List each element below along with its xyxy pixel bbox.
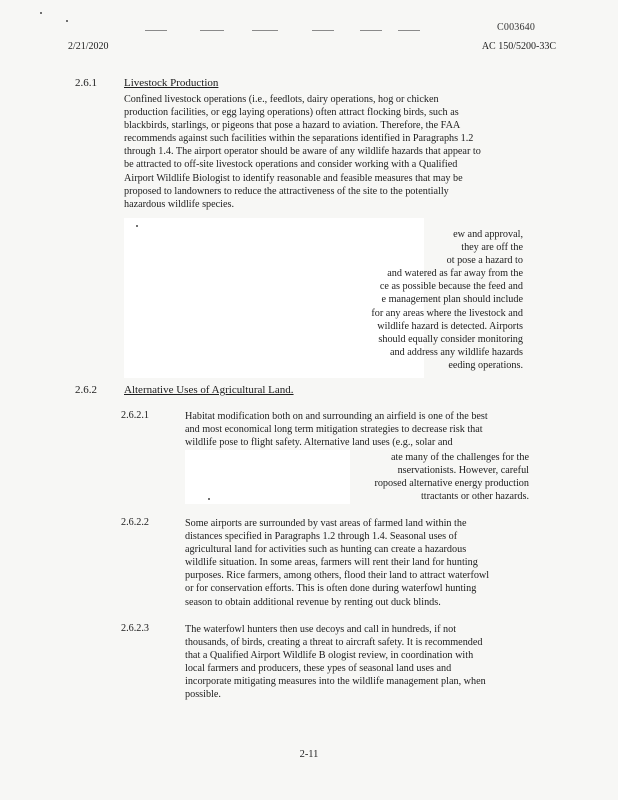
scan-speck (40, 12, 42, 14)
text-fragment: ate many of the challenges for the (390, 452, 529, 463)
scan-artifact (252, 30, 278, 31)
header-doc-id: AC 150/5200-33C (481, 41, 556, 52)
text-fragment: ttractants or other hazards. (420, 491, 529, 503)
text-line: blackbirds, starlings, or pigeons that pose a hazard to aviation. Therefore, the FAA (124, 120, 461, 132)
section-title-alternative-uses: Alternative Uses of Agricultural Land. (124, 384, 294, 396)
redaction-block (185, 450, 350, 504)
text-line: Confined livestock operations (i.e., feedlots, dairy operations, hog or chicken (124, 94, 439, 105)
text-line: incorporate mitigating measures into the wildlife management plan, when (185, 676, 486, 688)
paragraph-2-6-2-1 (185, 410, 488, 449)
text-line: and most economical long term mitigation strategies to decrease risk that (185, 424, 483, 436)
paragraph-2-6-2-2 (185, 517, 489, 609)
text-fragment: roposed alternative energy production (374, 478, 529, 490)
scan-speck (66, 20, 68, 22)
section-number-2-6-1: 2.6.1 (75, 77, 97, 89)
text-fragment: they are off the (461, 242, 523, 254)
redacted-paragraph-fragments (374, 451, 529, 503)
text-line: be attracted to off-site livestock operations and consider working with a Qualified (124, 159, 458, 171)
text-line: purposes. Rice farmers, among others, flood their land to attract waterfowl (185, 570, 490, 582)
text-fragment: ce as possible because the feed and (379, 281, 523, 293)
text-line: distances specified in Paragraphs 1.2 through 1.4. Seasonal uses of (185, 531, 458, 543)
text-line: possible. (185, 689, 221, 701)
scan-artifact (200, 30, 224, 31)
text-line: that a Qualified Airport Wildlife B ologist review, in coordination with (185, 650, 474, 662)
text-line: production facilities, or egg laying operations) often attract flocking birds, such as (124, 107, 459, 119)
scan-artifact (145, 30, 167, 31)
text-line: recommends against such facilities within the separations identified in Paragraphs 1.2 (124, 133, 474, 145)
header-date: 2/21/2020 (68, 41, 109, 52)
text-fragment: eeding operations. (448, 359, 523, 371)
section-title-livestock: Livestock Production (124, 77, 219, 89)
text-fragment: and watered as far away from the (387, 268, 523, 280)
text-line: Some airports are surrounded by vast areas of farmed land within the (185, 518, 467, 529)
subsection-number-2-6-2-1: 2.6.2.1 (121, 410, 150, 421)
text-line: hazardous wildlife species. (124, 198, 235, 210)
redacted-paragraph-fragments (371, 228, 523, 372)
text-fragment: nservationists. However, careful (397, 465, 529, 477)
text-fragment: e management plan should include (381, 294, 523, 306)
subsection-number-2-6-2-2: 2.6.2.2 (121, 517, 150, 528)
bates-number: C003640 (497, 22, 536, 33)
paragraph-2-6-1 (124, 93, 481, 211)
text-line: Habitat modification both on and surrounding an airfield is one of the best (185, 411, 488, 422)
text-fragment: should equally consider monitoring (378, 333, 523, 345)
text-line: through 1.4. The airport operator should be aware of any wildlife hazards that appear to (124, 146, 481, 158)
text-line: The waterfowl hunters then use decoys and call in hundreds, if not (185, 624, 457, 635)
section-number-2-6-2: 2.6.2 (75, 384, 97, 396)
text-fragment: and address any wildlife hazards (390, 346, 523, 358)
text-line: thousands, of birds, creating a threat to aircraft safety. It is recommended (185, 637, 483, 649)
scan-artifact (398, 30, 420, 31)
scan-artifact (312, 30, 334, 31)
text-fragment: ew and approval, (453, 229, 523, 240)
paragraph-2-6-2-3 (185, 623, 486, 702)
text-fragment: wildlife hazard is detected. Airports (377, 320, 523, 332)
text-line: agricultural land for activities such as hunting can create a hazardous (185, 544, 467, 556)
text-fragment: ot pose a hazard to (446, 255, 523, 267)
text-line: wildlife situation. In some areas, farmers will rent their land for hunting (185, 557, 478, 569)
text-line: local farmers and producers, these ypes of seasonal land uses and (185, 663, 452, 675)
text-line: Airport Wildlife Biologist to identify reasonable and feasible measures that may be (124, 172, 463, 184)
scan-speck (136, 225, 138, 227)
text-line: season to obtain additional revenue by renting out duck blinds. (185, 596, 441, 608)
scan-artifact (360, 30, 382, 31)
text-line: proposed to landowners to reduce the attractiveness of the site to the potentially (124, 185, 449, 197)
text-line: or for conservation efforts. This is often done during waterfowl hunting (185, 583, 477, 595)
text-fragment: for any areas where the livestock and (371, 307, 523, 319)
text-line: wildlife pose to flight safety. Alternative land uses (e.g., solar and (185, 437, 453, 449)
subsection-number-2-6-2-3: 2.6.2.3 (121, 623, 150, 634)
page-number: 2-11 (299, 749, 319, 760)
scan-speck (208, 498, 210, 500)
